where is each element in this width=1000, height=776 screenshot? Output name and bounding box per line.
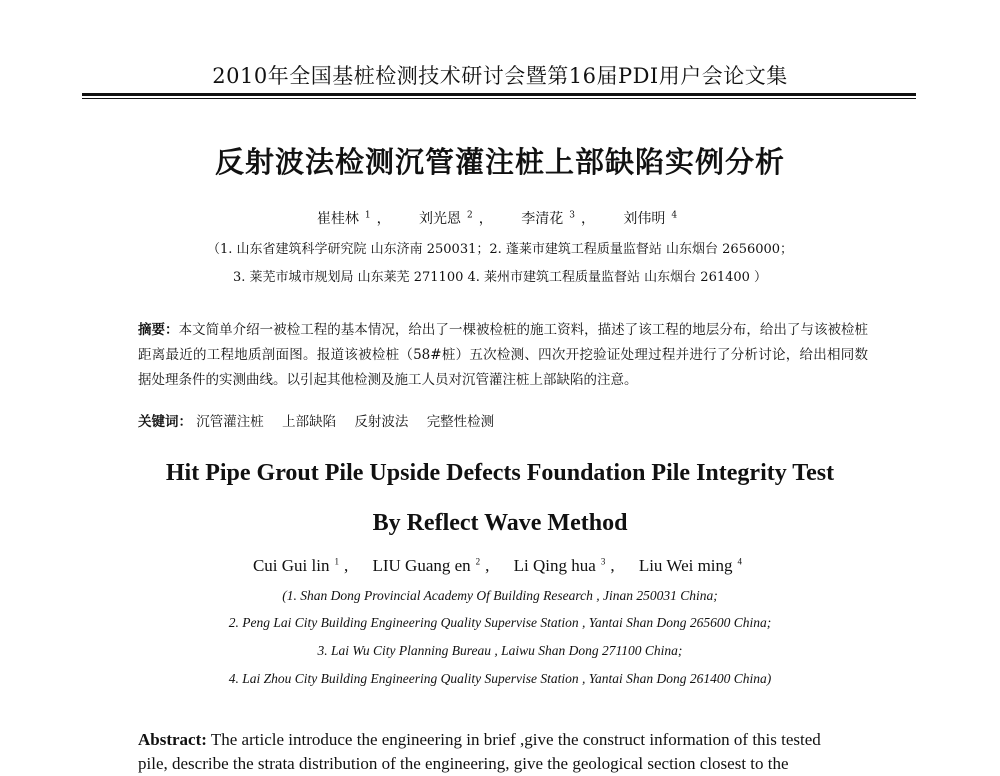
author-cn: 李清花 $^3$ ，: [521, 210, 595, 227]
author-en: Cui Gui lin $^1$ ,: [252, 556, 349, 575]
keyword-cn: 完整性检测: [426, 414, 495, 430]
affiliation-en-line: 3. Lai Wu City Planning Bureau , Laiwu Shan Dong 271100 China;: [317, 643, 683, 658]
keywords-cn: [138, 410, 868, 430]
running-header: 2010年全国基桩检测技术研讨会暨第16届PDI用户会论文集: [212, 64, 788, 88]
affiliation-en-line: 4. Lai Zhou City Building Engineering Quality Supervise Station , Yantai Shan Dong 261400 China): [228, 671, 772, 686]
author-list-cn: [0, 208, 1000, 228]
author-cn: 刘伟明 $^4$: [623, 210, 678, 227]
author-en: Liu Wei ming $^4$: [638, 556, 743, 575]
author-en: LIU Guang en $^2$ ,: [372, 556, 490, 575]
paper-title-cn: 反射波法检测沉管灌注桩上部缺陷实例分析: [214, 145, 785, 179]
author-en: Li Qing hua $^3$ ,: [513, 556, 615, 575]
paper-title-en-line: By Reflect Wave Method: [372, 510, 628, 536]
abstract-cn-label: 摘要：: [138, 322, 179, 338]
author-cn: 刘光恩 $^2$ ，: [419, 210, 493, 227]
header-rule-thick: [82, 93, 916, 96]
paper-title-en-line: Hit Pipe Grout Pile Upside Defects Foundation Pile Integrity Test: [165, 460, 835, 486]
abstract-en-next-line: pile, describe the strata distribution of the engineering, give the geological section closest to the: [138, 754, 789, 773]
abstract-en-text: The article introduce the engineering in brief ,give the construct information of this tested: [210, 730, 821, 749]
abstract-en-cut-line: [138, 752, 878, 773]
header-rule-thin: [82, 98, 916, 99]
keyword-cn: 沉管灌注桩: [196, 414, 264, 430]
keyword-cn: 上部缺陷: [282, 414, 337, 430]
author-list-en: [0, 556, 1000, 576]
affiliation-en-line: (1. Shan Dong Provincial Academy Of Building Research , Jinan 250031 China;: [282, 588, 718, 603]
abstract-en-label: Abstract:: [138, 730, 207, 749]
abstract-cn: [138, 318, 868, 393]
author-cn: 崔桂林 $^1$ ，: [316, 210, 391, 227]
affiliation-en-line: 2. Peng Lai City Building Engineering Quality Supervise Station , Yantai Shan Dong 265600 China;: [228, 615, 772, 630]
affiliation-cn-line: （1. 山东省建筑科学研究院 山东济南 250031；2. 蓬莱市建筑工程质量监督站 山东烟台 2656000；: [206, 242, 794, 257]
keyword-cn: 反射波法: [354, 414, 409, 430]
keywords-cn-label: 关键词：: [138, 414, 192, 430]
abstract-en: [138, 728, 878, 752]
affiliation-cn-line: 3. 莱芜市城市规划局 山东莱芜 271100 4. 莱州市建筑工程质量监督站 山东烟台 261400 ）: [232, 270, 768, 285]
abstract-cn-text: 本文简单介绍一被检工程的基本情况，给出了一棵被检桩的施工资料，描述了该工程的地层分布，给出了与该被检桩距离最近的工程地质剖面图。报道该被检桩（58#桩）五次检测、四次开挖验证处理过程并进行了分析讨论，给出相同数据处理条件的实测曲线。以引起其他检测及施工人员对沉管灌注桩上部缺陷的注意。: [138, 322, 869, 388]
